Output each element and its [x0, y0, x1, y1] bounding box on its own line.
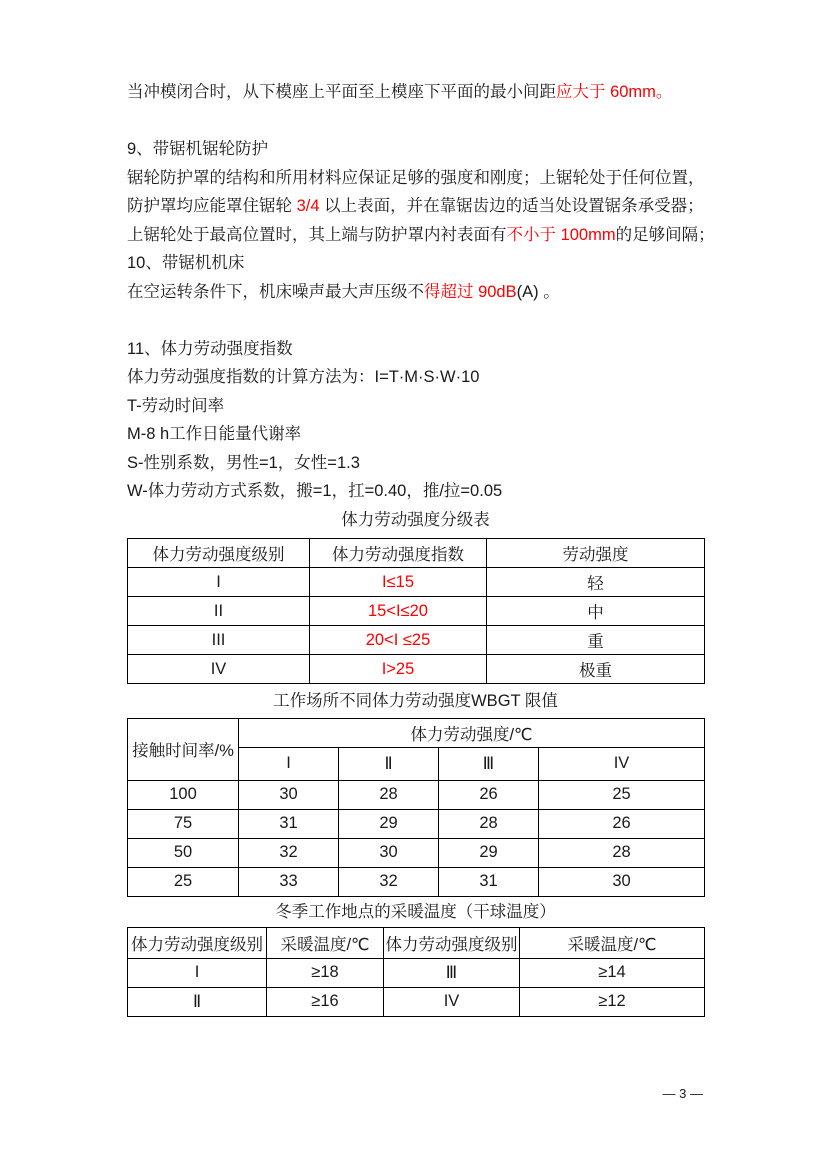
table-cell: I≤15: [310, 568, 487, 597]
para-saw-guard-2-text-end: 以上表面，并在靠锯齿边的适当处设置锯条承受器；: [319, 197, 704, 215]
table-cell: I: [128, 958, 267, 987]
table-cell: 25: [128, 867, 239, 896]
table-cell: III: [128, 626, 310, 655]
table-cell: 26: [539, 809, 705, 838]
table-cell: 30: [239, 780, 339, 809]
para-saw-guard-3-text-end: 的足够间隔；: [615, 225, 715, 244]
para-machine-noise-highlight: 得超过 90dB: [424, 282, 517, 301]
table-cell: 75: [128, 809, 239, 838]
wbgt-limits-table: [127, 718, 705, 897]
table-cell: Ⅲ: [384, 958, 520, 987]
para-saw-guard-3: [127, 221, 715, 250]
table-cell: 33: [239, 867, 339, 896]
table-cell: 28: [339, 780, 439, 809]
para-factor-t: T-劳动时间率: [127, 396, 225, 415]
para-factor-w: W-体力劳动方式系数，搬=1，扛=0.40，推/拉=0.05: [127, 482, 503, 500]
column-header-grade: 体力劳动强度级别: [128, 539, 310, 568]
table-cell: 25: [539, 780, 705, 809]
table-row: [128, 597, 705, 626]
column-header-grade-right: 体力劳动强度级别: [384, 927, 520, 958]
table-cell: IV: [384, 987, 520, 1016]
table-row: [128, 655, 705, 684]
para-factor-s: S-性别系数，男性=1，女性=1.3: [127, 453, 360, 472]
table-header-row: [128, 718, 705, 747]
table-cell: IV: [128, 655, 310, 684]
table-cell: 重: [487, 626, 705, 655]
table-cell: 极重: [487, 655, 705, 684]
column-header-grade-left: 体力劳动强度级别: [128, 927, 267, 958]
para-intensity-formula: 体力劳动强度指数的计算方法为：I=T·M·S·W·10: [127, 368, 480, 386]
table-cell: 29: [439, 838, 539, 867]
table-cell: ≥14: [520, 958, 705, 987]
table-row: [128, 987, 705, 1016]
labor-intensity-grading-table: [127, 538, 705, 684]
table-cell: 中: [487, 597, 705, 626]
table-cell: ≥18: [267, 958, 384, 987]
para-saw-guard-2-text: 防护罩均应能罩住锯轮: [127, 197, 297, 215]
column-header-temp-right: 采暖温度/℃: [520, 927, 705, 958]
blank-line: [127, 107, 704, 136]
para-machine-noise: [127, 278, 704, 307]
table-row: [128, 958, 705, 987]
table-cell: Ⅱ: [128, 987, 267, 1016]
column-subheader-grade-1: I: [239, 747, 339, 780]
para-die-closing-highlight: 应大于 60mm。: [556, 83, 673, 101]
column-subheader-grade-3: Ⅲ: [439, 747, 539, 780]
column-header-index: 体力劳动强度指数: [310, 539, 487, 568]
column-header-contact-time: 接触时间率/%: [128, 718, 239, 780]
table-title-grading: 体力劳动强度分级表: [341, 510, 490, 529]
table-cell: 31: [239, 809, 339, 838]
table-row: [128, 626, 705, 655]
table-row: [128, 809, 705, 838]
table-cell: 30: [339, 838, 439, 867]
table-cell: 30: [539, 867, 705, 896]
table-title-heating: 冬季工作地点的采暖温度（干球温度）: [275, 903, 556, 921]
para-saw-guard-1: 锯轮防护罩的结构和所用材料应保证足够的强度和刚度；上锯轮处于任何位置，: [127, 168, 705, 187]
document-body: [127, 78, 715, 1017]
column-subheader-grade-2: Ⅱ: [339, 747, 439, 780]
table-cell: 32: [239, 838, 339, 867]
table-cell: I>25: [310, 655, 487, 684]
para-machine-noise-text-end: (A) 。: [516, 282, 560, 301]
table-header-row: [128, 539, 705, 568]
para-saw-guard-3-highlight: 不小于 100mm: [506, 225, 616, 244]
table-cell: 31: [439, 867, 539, 896]
para-saw-guard-2: [127, 192, 704, 221]
para-die-closing: [127, 78, 704, 107]
table-cell: 15<I≤20: [310, 597, 487, 626]
table-title-wbgt: 工作场所不同体力劳动强度WBGT 限值: [273, 692, 558, 710]
table-cell: 28: [539, 838, 705, 867]
table-cell: 轻: [487, 568, 705, 597]
table-row: [128, 568, 705, 597]
heading-section-9: 9、带锯机锯轮防护: [127, 140, 269, 158]
heading-section-11: 11、体力劳动强度指数: [127, 339, 293, 358]
column-header-temp-left: 采暖温度/℃: [267, 927, 384, 958]
column-header-intensity: 劳动强度: [487, 539, 705, 568]
table-header-row: [128, 927, 705, 958]
table-row: [128, 780, 705, 809]
table-cell: I: [128, 568, 310, 597]
winter-heating-temperature-table: [127, 927, 705, 1017]
table-cell: 20<I ≤25: [310, 626, 487, 655]
table-cell: 32: [339, 867, 439, 896]
para-factor-m: M-8 h工作日能量代谢率: [127, 425, 302, 443]
column-group-header-intensity: 体力劳动强度/℃: [239, 718, 705, 747]
table-cell: 26: [439, 780, 539, 809]
table-cell: 28: [439, 809, 539, 838]
column-subheader-grade-4: IV: [539, 747, 705, 780]
para-die-closing-text: 当冲模闭合时，从下模座上平面至上模座下平面的最小间距: [127, 83, 556, 101]
table-cell: 100: [128, 780, 239, 809]
para-saw-guard-3-text: 上锯轮处于最高位置时，其上端与防护罩内衬表面有: [127, 225, 507, 244]
table-cell: ≥16: [267, 987, 384, 1016]
table-cell: II: [128, 597, 310, 626]
para-saw-guard-2-highlight: 3/4: [296, 197, 320, 215]
table-cell: 29: [339, 809, 439, 838]
blank-line: [127, 306, 704, 335]
table-row: [128, 838, 705, 867]
heading-section-10: 10、带锯机机床: [127, 254, 245, 272]
table-cell: 50: [128, 838, 239, 867]
para-machine-noise-text: 在空运转条件下，机床噪声最大声压级不: [127, 282, 424, 301]
page-number: — 3 —: [662, 1086, 703, 1101]
table-row: [128, 867, 705, 896]
table-cell: ≥12: [520, 987, 705, 1016]
